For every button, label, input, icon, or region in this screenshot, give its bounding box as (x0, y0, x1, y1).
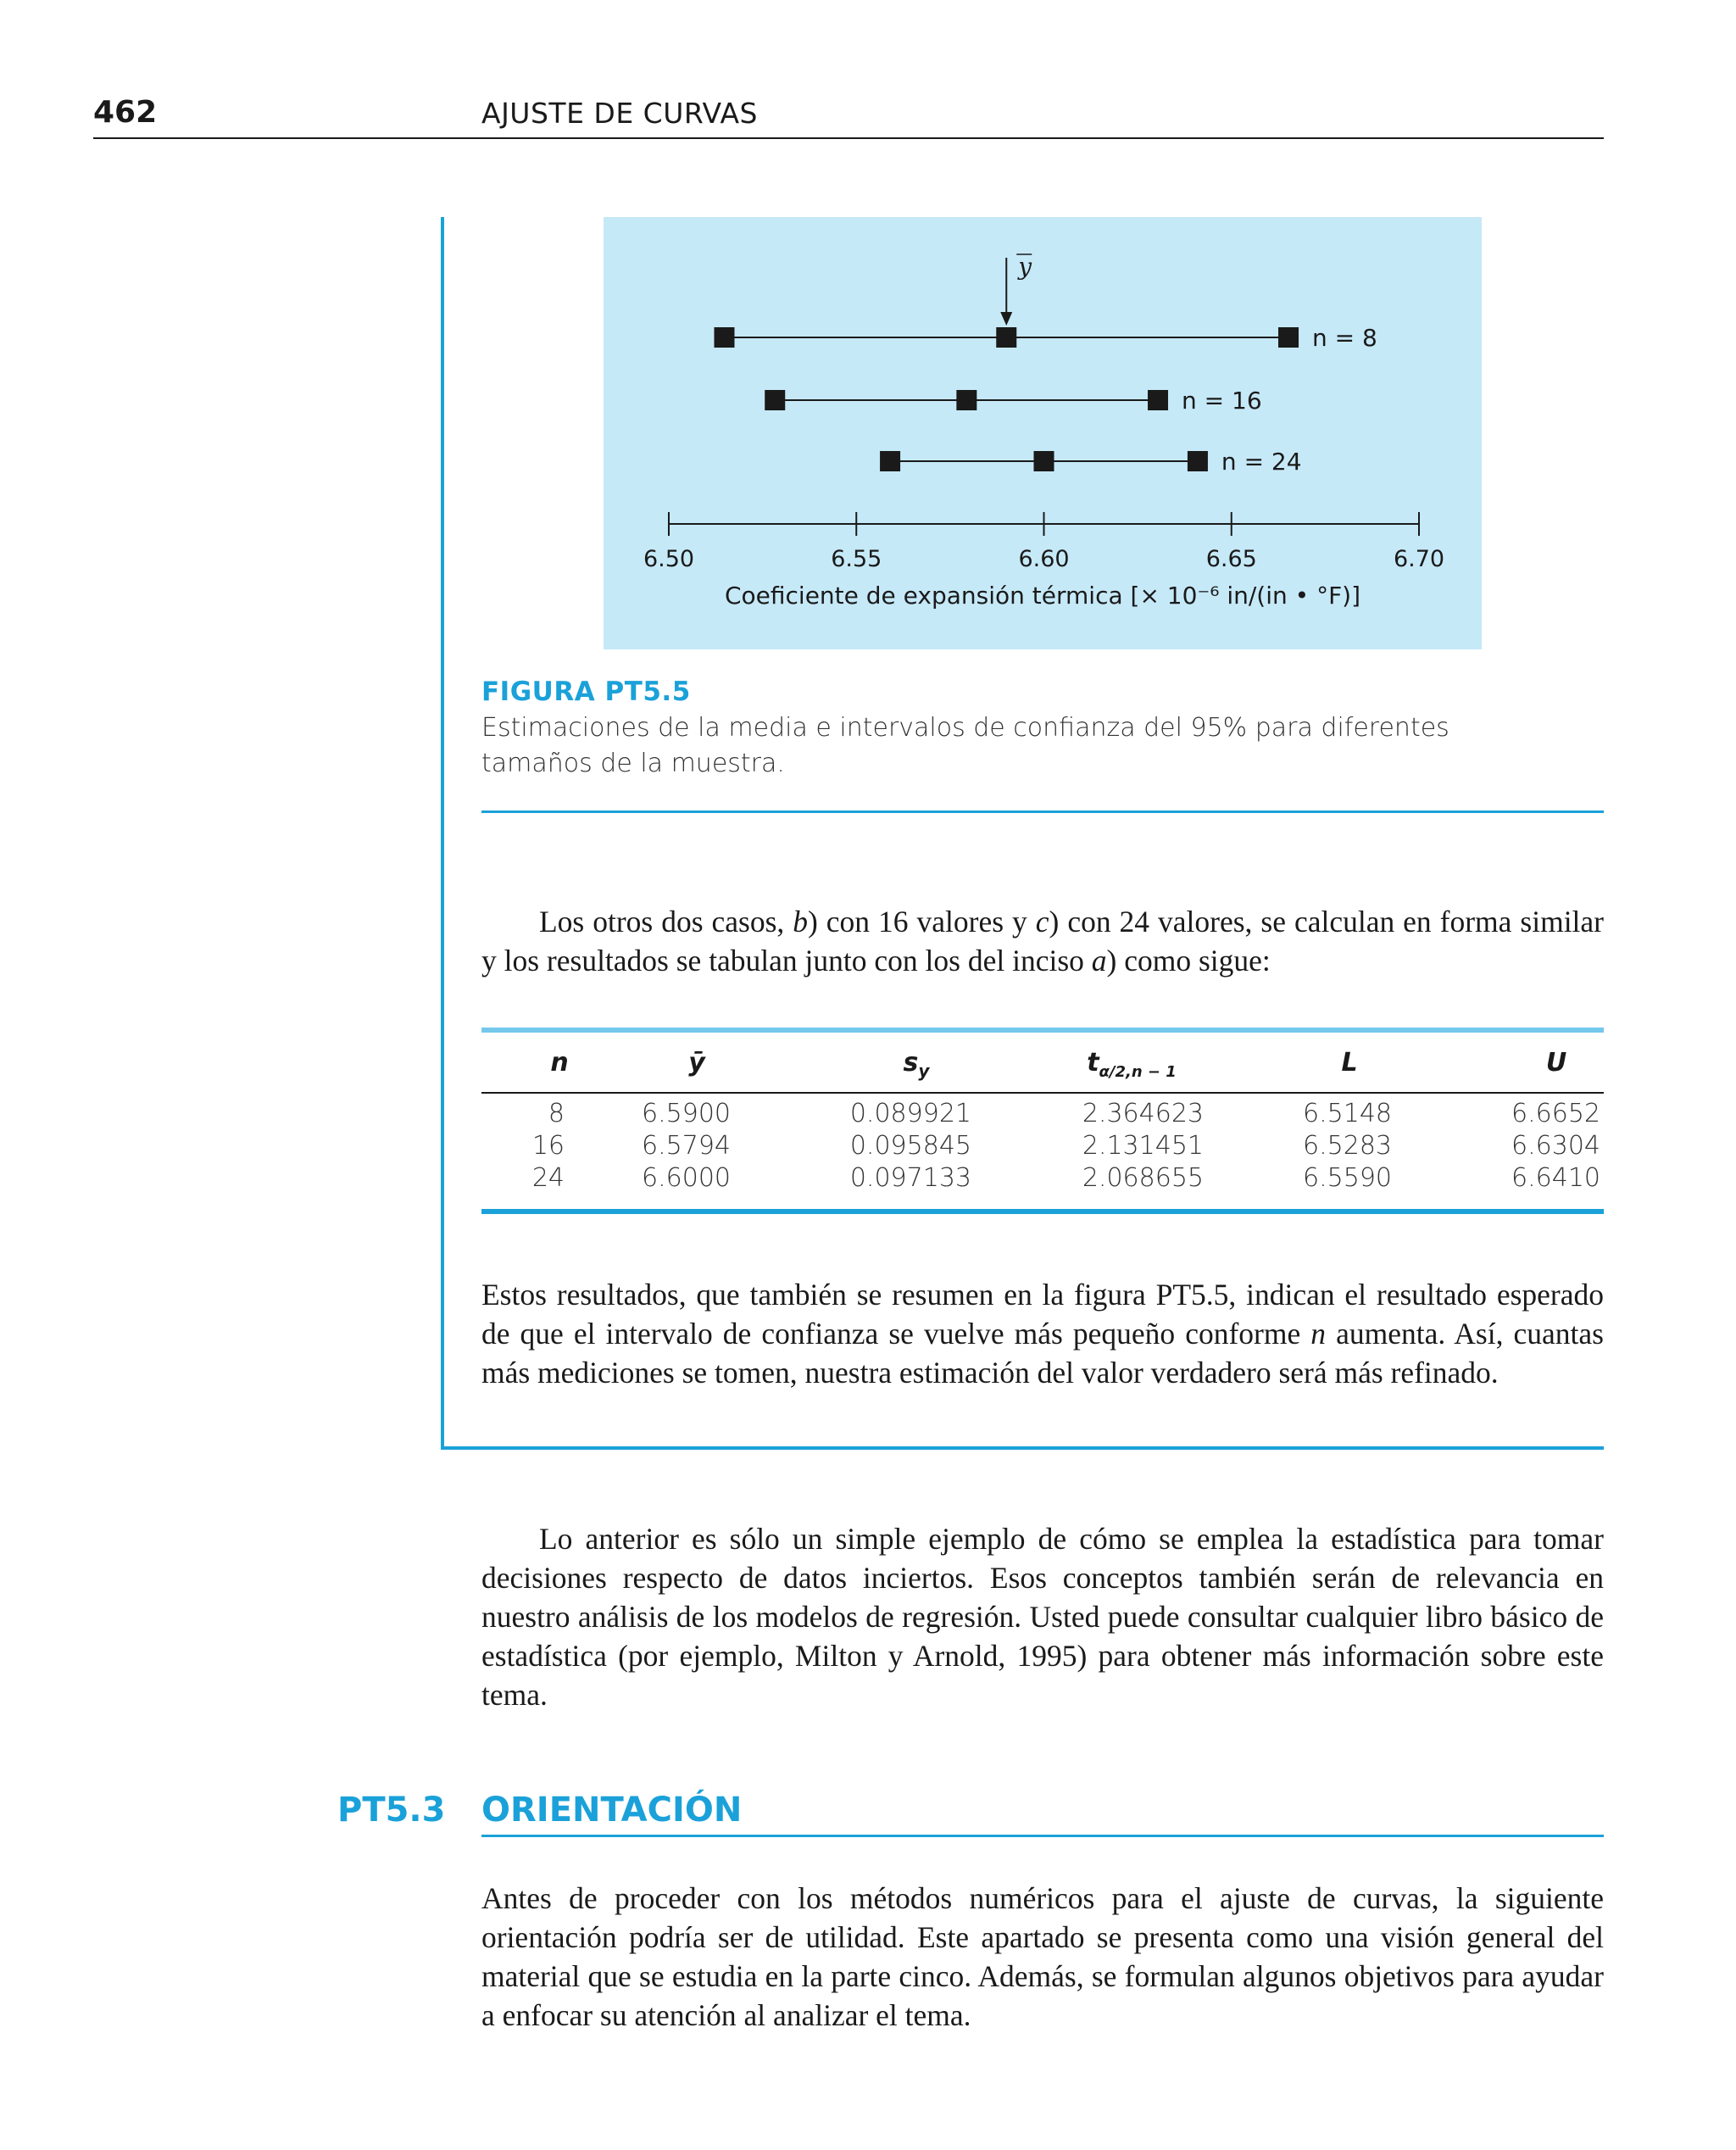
interval-mean-marker (996, 327, 1016, 348)
series-label: n = 16 (1182, 387, 1262, 415)
section-number: PT5.3 (337, 1791, 446, 1830)
interval-chart (604, 217, 1482, 649)
x-axis-label: Coeficiente de expansión térmica [× 10⁻⁶ in/(in • °F)] (724, 582, 1361, 610)
x-tick-label: 6.60 (1018, 546, 1070, 572)
interval-mean-marker (956, 390, 976, 410)
x-tick-label: 6.70 (1393, 546, 1445, 572)
table-header-rule (481, 1092, 1604, 1094)
figure-panel (604, 217, 1482, 649)
interval-mean-marker (1034, 451, 1054, 471)
paragraph-3: Lo anterior es sólo un simple ejemplo de cómo se emplea la estadística para tomar decisiones respecto de datos inciertos. Esos conceptos también serán de relevancia en nuestro análisis de los modelos de regresión. Usted puede consultar cualquier libro básico de estadística (por ejemplo, Milton y Arnold, 1995) para obtener más información sobre este tema. (481, 1522, 1604, 1712)
table-top-rule (481, 1028, 1604, 1033)
table-cell: 6.5794 (642, 1131, 731, 1161)
figure-label: FIGURA PT5.5 (481, 677, 691, 707)
col-header-l: L (1341, 1048, 1358, 1078)
interval-lower-marker (880, 451, 900, 471)
running-title: AJUSTE DE CURVAS (481, 97, 758, 130)
table-cell: 0.089921 (849, 1099, 971, 1128)
interval-upper-marker (1148, 390, 1168, 410)
col-header-u: U (1545, 1048, 1567, 1078)
series-label: n = 8 (1312, 324, 1377, 352)
table-cell: 6.5900 (642, 1099, 731, 1128)
table-bottom-rule (481, 1209, 1604, 1214)
table-cell: 6.5283 (1303, 1131, 1392, 1161)
col-header-t: $t_{\alpha/2,n - 1}$ (1087, 1048, 1177, 1081)
table-cell: 2.364623 (1082, 1099, 1204, 1128)
header-rule (93, 137, 1604, 139)
table-cell: 6.6304 (1511, 1131, 1600, 1161)
x-tick-label: 6.55 (831, 546, 882, 572)
series-label: n = 24 (1221, 448, 1302, 476)
table-cell: 0.095845 (849, 1131, 971, 1161)
table-cell: 8 (548, 1099, 565, 1128)
example-side-rule (441, 217, 444, 1450)
paragraph-1: Los otros dos casos, b) con 16 valores y c) con 24 valores, se calculan en forma similar y los resultados se tabulan junto con los del inciso a) como sigue: (481, 905, 1605, 978)
x-tick-label: 6.65 (1205, 546, 1257, 572)
interval-upper-marker (1278, 327, 1299, 348)
table-cell: 6.5590 (1303, 1163, 1392, 1193)
col-header-ybar: ȳ (688, 1048, 705, 1078)
paragraph-2: Estos resultados, que también se resumen en la figura PT5.5, indican el resultado esperado de que el intervalo de confianza se vuelve más pequeño conforme n aumenta. Así, cuantas más mediciones se tomen, nuestra estimación del valor verdadero será más refinado. (481, 1278, 1604, 1390)
interval-lower-marker (714, 327, 734, 348)
ybar-label: y (1018, 253, 1032, 281)
page-number: 462 (93, 95, 158, 130)
interval-upper-marker (1188, 451, 1208, 471)
caption-rule (481, 810, 1604, 813)
table-cell: 24 (531, 1163, 565, 1193)
table-cell: 16 (531, 1131, 565, 1161)
interval-lower-marker (765, 390, 785, 410)
col-header-n: n (550, 1048, 569, 1078)
section-title: ORIENTACIÓN (481, 1791, 743, 1830)
table-cell: 6.6652 (1511, 1099, 1600, 1128)
col-header-sy: $s_y$ (903, 1048, 930, 1081)
table-cell: 2.068655 (1082, 1163, 1204, 1193)
example-bottom-rule (441, 1446, 1604, 1450)
table-cell: 6.6000 (642, 1163, 731, 1193)
section-rule (481, 1835, 1604, 1837)
figure-caption: Estimaciones de la media e intervalos de confianza del 95% para diferentes tamaños de la muestra. (481, 713, 1449, 778)
table-cell: 6.5148 (1303, 1099, 1392, 1128)
table-cell: 2.131451 (1082, 1131, 1204, 1161)
table-cell: 6.6410 (1511, 1163, 1600, 1193)
table-cell: 0.097133 (849, 1163, 971, 1193)
x-tick-label: 6.50 (643, 546, 695, 572)
ybar-arrow-head (1000, 312, 1012, 326)
paragraph-4: Antes de proceder con los métodos numéricos para el ajuste de curvas, la siguiente orientación podría ser de utilidad. Este apartado se presenta como una visión general del material que se estudia en la parte cinco. Además, se formulan algunos objetivos para ayudar a enfocar su atención al analizar el tema. (481, 1881, 1604, 2032)
